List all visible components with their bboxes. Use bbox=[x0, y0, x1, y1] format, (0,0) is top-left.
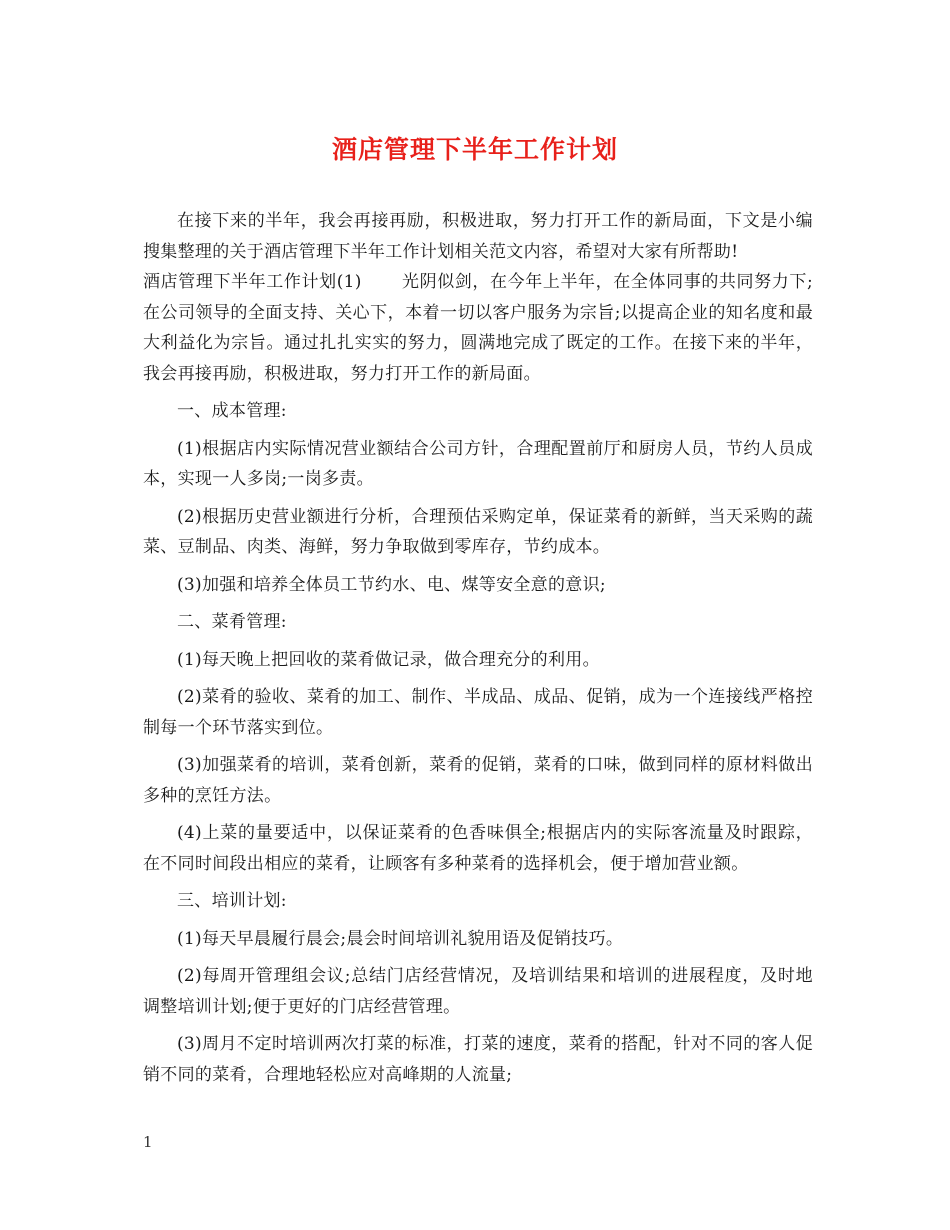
page-number: 1 bbox=[143, 1133, 153, 1151]
document-title: 酒店管理下半年工作计划 bbox=[331, 135, 618, 164]
plan-opening-text: 光阴似剑，在今年上半年，在全体同事的共同努力下;在公司领导的全面支持、关心下，本着一切以客户服务为宗旨;以提高企业的知名度和最大利益化为宗旨。通过扎扎实实的努力，圆满地完成了既定的工作。在接下来的半年，我会再接再励，积极进取，努力打开工作的新局面。 bbox=[143, 272, 813, 384]
list-item: (1)每天早晨履行晨会;晨会时间培训礼貌用语及促销技巧。 bbox=[177, 928, 624, 949]
list-item: (1)每天晚上把回收的菜肴做记录，做合理充分的利用。 bbox=[177, 649, 600, 670]
plan-label: 酒店管理下半年工作计划(1) bbox=[143, 272, 362, 292]
list-item: (2)根据历史营业额进行分析，合理预估采购定单，保证菜肴的新鲜，当天采购的蔬菜、豆制品、肉类、海鲜，努力争取做到零库存，节约成本。 bbox=[143, 506, 813, 557]
list-item: (4)上菜的量要适中，以保证菜肴的色香味俱全;根据店内的实际客流量及时跟踪，在不同时间段出相应的菜肴，让顾客有多种菜肴的选择机会，便于增加营业额。 bbox=[143, 823, 813, 874]
section-heading: 二、菜肴管理: bbox=[177, 612, 287, 632]
list-item: (3)周月不定时培训两次打菜的标准，打菜的速度，菜肴的搭配，针对不同的客人促销不同的菜肴，合理地轻松应对高峰期的人流量; bbox=[143, 1034, 813, 1085]
list-item: (3)加强菜肴的培训，菜肴创新，菜肴的促销，菜肴的口味，做到同样的原材料做出多种的烹饪方法。 bbox=[143, 755, 813, 806]
intro-paragraph bbox=[143, 206, 813, 267]
list-item: (1)根据店内实际情况营业额结合公司方针，合理配置前厅和厨房人员，节约人员成本，实现一人多岗;一岗多责。 bbox=[143, 438, 813, 489]
list-item: (3)加强和培养全体员工节约水、电、煤等安全意的意识; bbox=[177, 574, 606, 595]
plan-opening-paragraph bbox=[143, 267, 813, 389]
intro-text: 在接下来的半年，我会再接再励，积极进取，努力打开工作的新局面，下文是小编搜集整理的关于酒店管理下半年工作计划相关范文内容，希望对大家有所帮助! bbox=[143, 211, 813, 262]
section-heading: 三、培训计划: bbox=[177, 891, 287, 911]
list-item: (2)每周开管理组会议;总结门店经营情况，及培训结果和培训的进展程度，及时地调整培训计划;便于更好的门店经营管理。 bbox=[143, 966, 813, 1017]
section-heading: 一、成本管理: bbox=[177, 401, 287, 421]
list-item: (2)菜肴的验收、菜肴的加工、制作、半成品、成品、促销，成为一个连接线严格控制每一个环节落实到位。 bbox=[143, 687, 813, 738]
document-body bbox=[143, 206, 813, 1097]
